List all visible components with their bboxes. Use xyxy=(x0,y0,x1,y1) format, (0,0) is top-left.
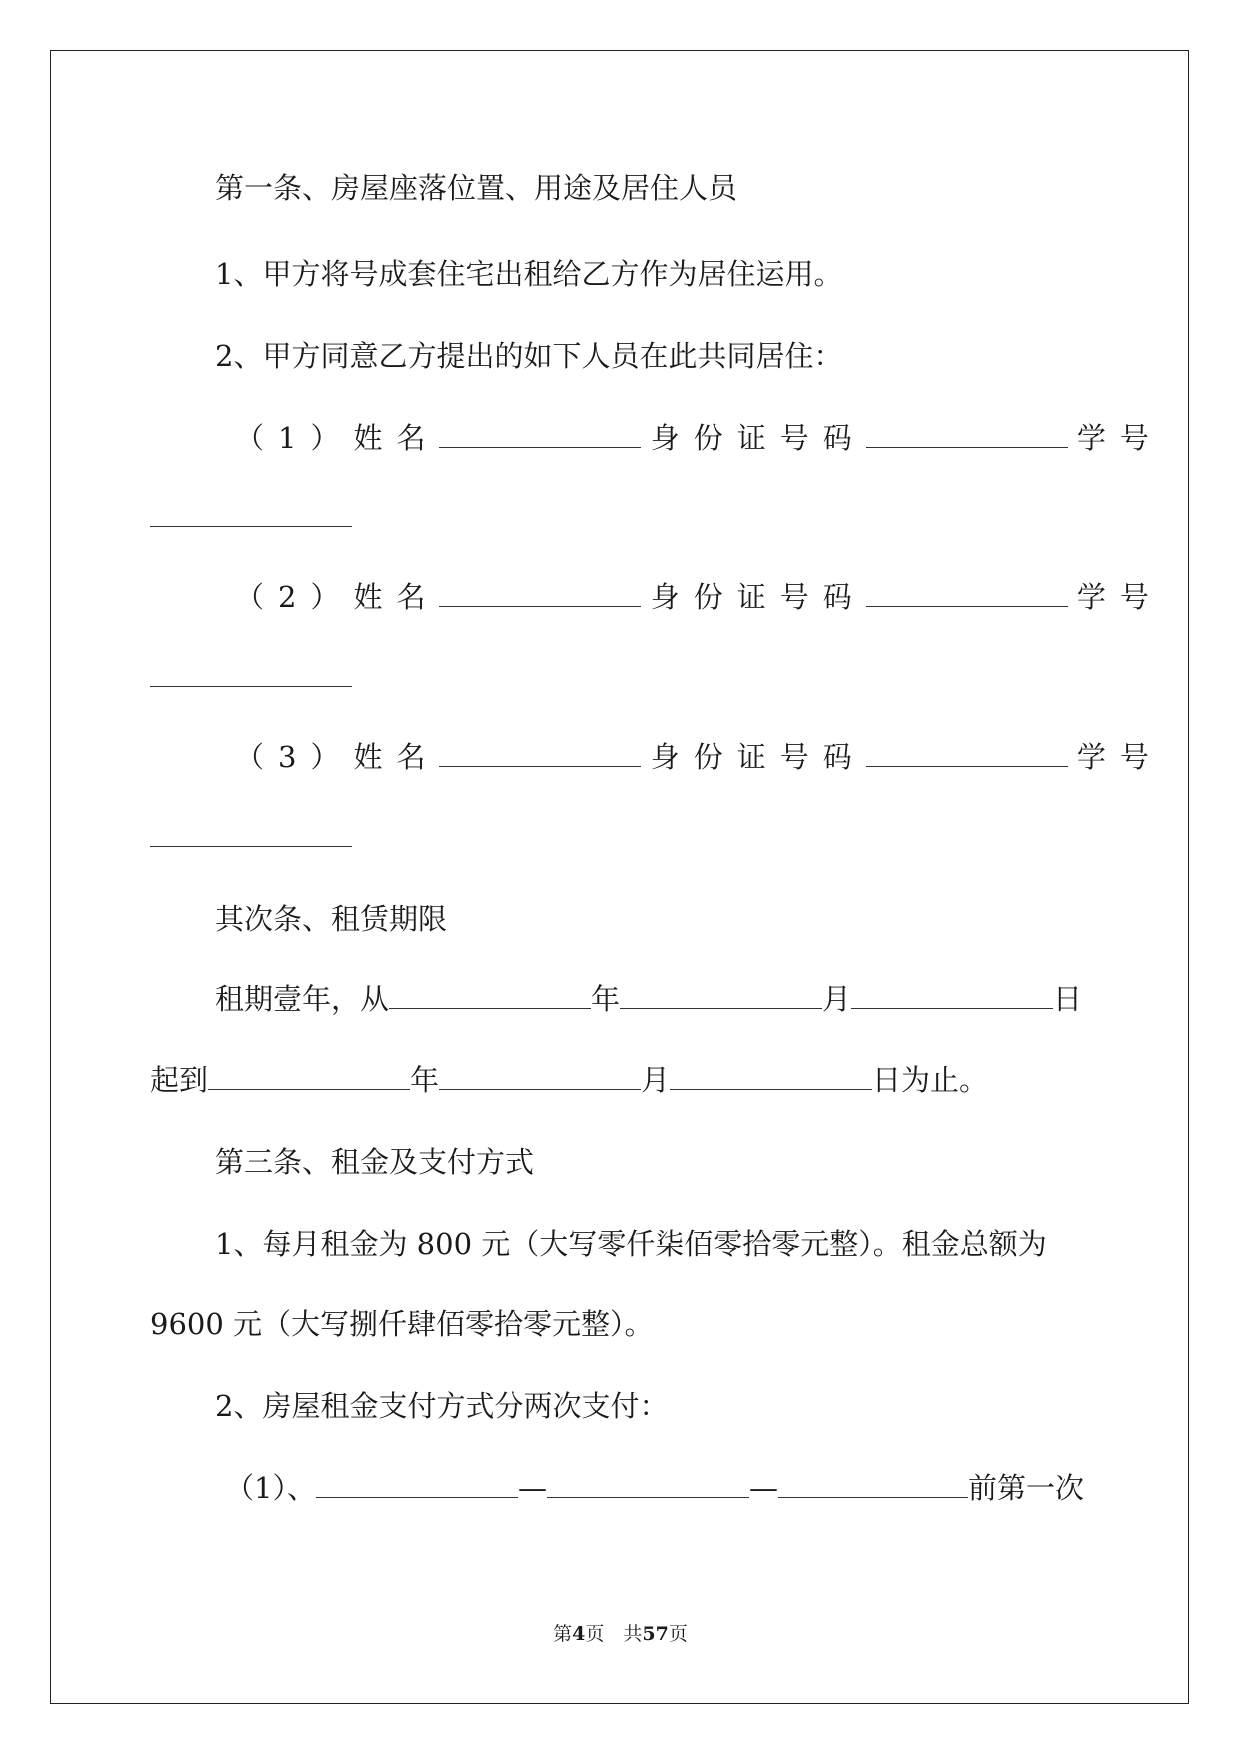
person-number: （2） xyxy=(235,580,354,614)
name-blank xyxy=(439,740,641,767)
term-end-label: 日为止。 xyxy=(872,1063,989,1097)
rent-line-1: 1、每月租金为 800 元（大写零仟柒佰零拾零元整）。租金总额为 xyxy=(215,1227,1047,1261)
year-blank xyxy=(389,982,591,1009)
name-label: 姓名 xyxy=(353,421,440,455)
day-blank xyxy=(670,1063,872,1090)
article-3-title: 第三条、租金及支付方式 xyxy=(215,1145,535,1179)
name-blank xyxy=(439,421,641,448)
date-blank xyxy=(316,1471,518,1498)
person-row-3 xyxy=(235,740,1163,774)
id-label: 身份证号码 xyxy=(650,421,866,455)
student-label: 学号 xyxy=(1076,740,1163,774)
month-label: 月 xyxy=(641,1063,671,1097)
name-label: 姓名 xyxy=(353,740,440,774)
day-label: 日 xyxy=(1053,982,1083,1016)
date-blank xyxy=(778,1471,968,1498)
dash: — xyxy=(517,1471,547,1505)
person-row-1 xyxy=(235,421,1163,455)
date-blank xyxy=(547,1471,749,1498)
payment-number: （1）、 xyxy=(225,1471,316,1505)
term-from-label: 租期壹年，从 xyxy=(215,982,390,1016)
id-label: 身份证号码 xyxy=(650,580,866,614)
name-label: 姓名 xyxy=(353,580,440,614)
footer-total-pages: 57 xyxy=(642,1623,669,1645)
student-blank xyxy=(150,820,352,847)
clause-1-2: 2、甲方同意乙方提出的如下人员在此共同居住： xyxy=(215,339,843,373)
payment-method: 2、房屋租金支付方式分两次支付： xyxy=(215,1389,669,1423)
year-blank xyxy=(208,1063,410,1090)
footer-suffix: 页 xyxy=(668,1623,688,1645)
rent-line-2: 9600 元（大写捌仟肆佰零拾零元整）。 xyxy=(150,1307,654,1341)
footer-mid: 页 共 xyxy=(585,1623,643,1645)
id-blank xyxy=(866,421,1068,448)
id-blank xyxy=(866,740,1068,767)
month-label: 月 xyxy=(822,982,852,1016)
person-number: （1） xyxy=(235,421,354,455)
term-line-2 xyxy=(150,1063,988,1097)
person-number: （3） xyxy=(235,740,354,774)
footer-page-number: 4 xyxy=(572,1623,586,1645)
payment-end-label: 前第一次 xyxy=(967,1471,1084,1505)
year-label: 年 xyxy=(410,1063,440,1097)
id-blank xyxy=(866,580,1068,607)
person-row-2 xyxy=(235,580,1163,614)
month-blank xyxy=(439,1063,641,1090)
page-border xyxy=(50,50,1189,1704)
name-blank xyxy=(439,580,641,607)
student-blank-row xyxy=(150,660,352,694)
dash: — xyxy=(748,1471,778,1505)
student-blank xyxy=(150,660,352,687)
year-label: 年 xyxy=(591,982,621,1016)
student-label: 学号 xyxy=(1076,580,1163,614)
student-blank xyxy=(150,500,352,527)
term-line-1 xyxy=(215,982,1082,1016)
term-to-label: 起到 xyxy=(150,1063,209,1097)
payment-line-1 xyxy=(225,1471,1084,1505)
month-blank xyxy=(620,982,822,1009)
day-blank xyxy=(851,982,1053,1009)
footer-prefix: 第 xyxy=(553,1623,573,1645)
clause-1-1: 1、甲方将号成套住宅出租给乙方作为居住运用。 xyxy=(215,257,843,291)
student-label: 学号 xyxy=(1076,421,1163,455)
page-footer xyxy=(0,1623,1241,1645)
student-blank-row xyxy=(150,820,352,854)
id-label: 身份证号码 xyxy=(650,740,866,774)
article-2-title: 其次条、租赁期限 xyxy=(215,902,448,936)
article-1-title: 第一条、房屋座落位置、用途及居住人员 xyxy=(215,171,738,205)
student-blank-row xyxy=(150,500,352,534)
